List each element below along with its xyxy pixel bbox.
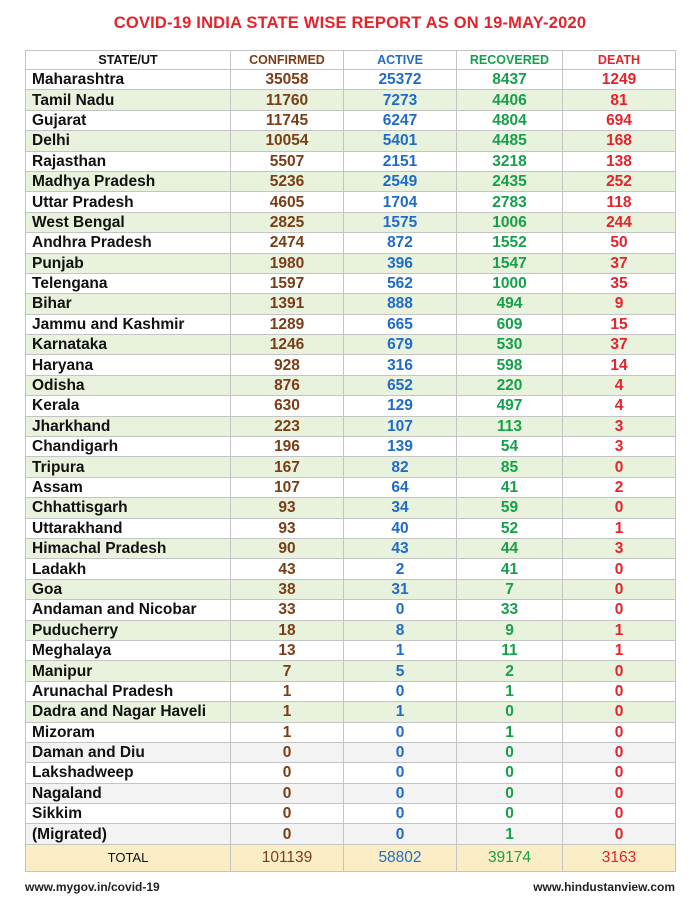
cell-confirmed: 630: [231, 396, 344, 416]
table-row: [26, 355, 676, 375]
cell-active: 1575: [344, 212, 457, 232]
cell-state: West Bengal: [26, 212, 231, 232]
table-row: [26, 498, 676, 518]
cell-death: 50: [563, 233, 676, 253]
cell-active: 129: [344, 396, 457, 416]
cell-death: 244: [563, 212, 676, 232]
cell-death: 168: [563, 131, 676, 151]
cell-death: 4: [563, 375, 676, 395]
cell-state: Jammu and Kashmir: [26, 314, 231, 334]
cell-death: 0: [563, 457, 676, 477]
table-row: [26, 151, 676, 171]
cell-recovered: 113: [457, 416, 563, 436]
cell-confirmed: 4605: [231, 192, 344, 212]
cell-death: 35: [563, 273, 676, 293]
cell-state: Arunachal Pradesh: [26, 681, 231, 701]
cell-active: 396: [344, 253, 457, 273]
cell-state: Andaman and Nicobar: [26, 600, 231, 620]
cell-confirmed: 43: [231, 559, 344, 579]
cell-state: Haryana: [26, 355, 231, 375]
cell-recovered: 7: [457, 579, 563, 599]
cell-recovered: 3218: [457, 151, 563, 171]
cell-recovered: 2: [457, 661, 563, 681]
table-row: [26, 661, 676, 681]
cell-state: Uttar Pradesh: [26, 192, 231, 212]
cell-state: Mizoram: [26, 722, 231, 742]
cell-death: 14: [563, 355, 676, 375]
cell-state: Chandigarh: [26, 437, 231, 457]
cell-recovered: 4406: [457, 90, 563, 110]
cell-confirmed: 7: [231, 661, 344, 681]
table-row: [26, 783, 676, 803]
cell-active: 5401: [344, 131, 457, 151]
cell-recovered: 41: [457, 477, 563, 497]
table-row: [26, 763, 676, 783]
cell-recovered: 2435: [457, 171, 563, 191]
cell-death: 0: [563, 498, 676, 518]
cell-state: Odisha: [26, 375, 231, 395]
cell-confirmed: 1246: [231, 335, 344, 355]
cell-active: 1704: [344, 192, 457, 212]
cell-active: 7273: [344, 90, 457, 110]
cell-recovered: 1: [457, 681, 563, 701]
cell-active: 0: [344, 783, 457, 803]
state-report-table: [25, 50, 676, 872]
cell-state: (Migrated): [26, 824, 231, 844]
cell-recovered: 609: [457, 314, 563, 334]
cell-state: Uttarakhand: [26, 518, 231, 538]
cell-recovered: 220: [457, 375, 563, 395]
cell-active: 1: [344, 640, 457, 660]
cell-active: 0: [344, 722, 457, 742]
cell-death: 0: [563, 763, 676, 783]
table-row: [26, 437, 676, 457]
cell-state: Chhattisgarh: [26, 498, 231, 518]
cell-state: Manipur: [26, 661, 231, 681]
cell-confirmed: 928: [231, 355, 344, 375]
cell-state: Delhi: [26, 131, 231, 151]
cell-active: 34: [344, 498, 457, 518]
cell-active: 2151: [344, 151, 457, 171]
table-row: [26, 804, 676, 824]
table-row: [26, 824, 676, 844]
cell-confirmed: 167: [231, 457, 344, 477]
cell-state: Telengana: [26, 273, 231, 293]
table-row: [26, 70, 676, 90]
cell-death: 1: [563, 620, 676, 640]
header-state: STATE/UT: [26, 51, 231, 70]
cell-active: 25372: [344, 70, 457, 90]
cell-confirmed: 0: [231, 742, 344, 762]
cell-confirmed: 90: [231, 538, 344, 558]
total-confirmed: 101139: [231, 844, 344, 871]
cell-active: 139: [344, 437, 457, 457]
table-row: [26, 171, 676, 191]
cell-confirmed: 0: [231, 824, 344, 844]
table-row: [26, 579, 676, 599]
cell-recovered: 9: [457, 620, 563, 640]
header-recovered: RECOVERED: [457, 51, 563, 70]
cell-active: 0: [344, 824, 457, 844]
table-row: [26, 314, 676, 334]
cell-confirmed: 1: [231, 702, 344, 722]
cell-state: Ladakh: [26, 559, 231, 579]
table-row: [26, 131, 676, 151]
cell-state: Lakshadweep: [26, 763, 231, 783]
cell-confirmed: 107: [231, 477, 344, 497]
cell-state: Andhra Pradesh: [26, 233, 231, 253]
cell-active: 64: [344, 477, 457, 497]
cell-confirmed: 1597: [231, 273, 344, 293]
table-row: [26, 273, 676, 293]
cell-recovered: 59: [457, 498, 563, 518]
cell-recovered: 41: [457, 559, 563, 579]
cell-death: 3: [563, 538, 676, 558]
table-row: [26, 620, 676, 640]
cell-death: 0: [563, 661, 676, 681]
cell-confirmed: 38: [231, 579, 344, 599]
cell-confirmed: 93: [231, 518, 344, 538]
cell-death: 1249: [563, 70, 676, 90]
cell-confirmed: 1289: [231, 314, 344, 334]
cell-confirmed: 11745: [231, 110, 344, 130]
header-active: ACTIVE: [344, 51, 457, 70]
cell-death: 37: [563, 253, 676, 273]
cell-active: 5: [344, 661, 457, 681]
footer-site-link[interactable]: www.hindustanview.com: [533, 880, 675, 894]
cell-state: Karnataka: [26, 335, 231, 355]
cell-confirmed: 1980: [231, 253, 344, 273]
table-row: [26, 110, 676, 130]
cell-recovered: 0: [457, 702, 563, 722]
cell-recovered: 0: [457, 742, 563, 762]
cell-recovered: 85: [457, 457, 563, 477]
cell-recovered: 497: [457, 396, 563, 416]
cell-active: 0: [344, 763, 457, 783]
cell-active: 1: [344, 702, 457, 722]
cell-death: 9: [563, 294, 676, 314]
cell-death: 1: [563, 518, 676, 538]
header-death: DEATH: [563, 51, 676, 70]
table-header-row: [26, 51, 676, 70]
table-row: [26, 600, 676, 620]
cell-active: 2: [344, 559, 457, 579]
cell-state: Dadra and Nagar Haveli: [26, 702, 231, 722]
table-row: [26, 742, 676, 762]
cell-active: 31: [344, 579, 457, 599]
cell-state: Meghalaya: [26, 640, 231, 660]
cell-confirmed: 10054: [231, 131, 344, 151]
cell-confirmed: 0: [231, 783, 344, 803]
cell-death: 15: [563, 314, 676, 334]
cell-death: 0: [563, 702, 676, 722]
cell-state: Jharkhand: [26, 416, 231, 436]
table-body: [26, 70, 676, 845]
cell-active: 8: [344, 620, 457, 640]
cell-active: 0: [344, 804, 457, 824]
table-row: [26, 90, 676, 110]
cell-state: Puducherry: [26, 620, 231, 640]
cell-death: 0: [563, 742, 676, 762]
cell-recovered: 0: [457, 763, 563, 783]
cell-confirmed: 0: [231, 763, 344, 783]
cell-death: 37: [563, 335, 676, 355]
cell-active: 0: [344, 681, 457, 701]
cell-recovered: 1: [457, 722, 563, 742]
cell-recovered: 2783: [457, 192, 563, 212]
cell-recovered: 598: [457, 355, 563, 375]
cell-state: Tripura: [26, 457, 231, 477]
cell-death: 1: [563, 640, 676, 660]
cell-active: 0: [344, 600, 457, 620]
table-row: [26, 702, 676, 722]
cell-state: Goa: [26, 579, 231, 599]
cell-death: 4: [563, 396, 676, 416]
cell-active: 872: [344, 233, 457, 253]
footer-source-link[interactable]: www.mygov.in/covid-19: [25, 880, 160, 894]
cell-confirmed: 13: [231, 640, 344, 660]
cell-recovered: 4485: [457, 131, 563, 151]
cell-death: 0: [563, 804, 676, 824]
total-label: TOTAL: [26, 844, 231, 871]
cell-recovered: 52: [457, 518, 563, 538]
table-row: [26, 396, 676, 416]
cell-confirmed: 1: [231, 681, 344, 701]
cell-death: 118: [563, 192, 676, 212]
cell-state: Rajasthan: [26, 151, 231, 171]
total-active: 58802: [344, 844, 457, 871]
table-row: [26, 192, 676, 212]
cell-recovered: 1547: [457, 253, 563, 273]
cell-active: 2549: [344, 171, 457, 191]
table-row: [26, 457, 676, 477]
cell-active: 679: [344, 335, 457, 355]
cell-death: 0: [563, 783, 676, 803]
table-row: [26, 518, 676, 538]
cell-state: Assam: [26, 477, 231, 497]
cell-active: 82: [344, 457, 457, 477]
cell-confirmed: 2825: [231, 212, 344, 232]
cell-state: Nagaland: [26, 783, 231, 803]
cell-active: 316: [344, 355, 457, 375]
cell-confirmed: 5507: [231, 151, 344, 171]
cell-death: 694: [563, 110, 676, 130]
cell-recovered: 494: [457, 294, 563, 314]
cell-state: Kerala: [26, 396, 231, 416]
cell-confirmed: 33: [231, 600, 344, 620]
table-row: [26, 212, 676, 232]
table-row: [26, 416, 676, 436]
cell-death: 0: [563, 824, 676, 844]
table-row: [26, 253, 676, 273]
cell-recovered: 530: [457, 335, 563, 355]
cell-state: Madhya Pradesh: [26, 171, 231, 191]
cell-recovered: 4804: [457, 110, 563, 130]
cell-recovered: 1: [457, 824, 563, 844]
cell-recovered: 11: [457, 640, 563, 660]
cell-state: Punjab: [26, 253, 231, 273]
cell-state: Himachal Pradesh: [26, 538, 231, 558]
cell-confirmed: 876: [231, 375, 344, 395]
table-row: [26, 375, 676, 395]
table-row: [26, 640, 676, 660]
cell-confirmed: 1391: [231, 294, 344, 314]
cell-recovered: 33: [457, 600, 563, 620]
cell-active: 43: [344, 538, 457, 558]
cell-state: Gujarat: [26, 110, 231, 130]
cell-confirmed: 5236: [231, 171, 344, 191]
table-row: [26, 233, 676, 253]
cell-recovered: 0: [457, 783, 563, 803]
cell-recovered: 54: [457, 437, 563, 457]
cell-state: Maharashtra: [26, 70, 231, 90]
table-row: [26, 477, 676, 497]
table-row: [26, 294, 676, 314]
cell-confirmed: 18: [231, 620, 344, 640]
cell-recovered: 1552: [457, 233, 563, 253]
table-row: [26, 722, 676, 742]
cell-recovered: 44: [457, 538, 563, 558]
cell-active: 652: [344, 375, 457, 395]
cell-state: Sikkim: [26, 804, 231, 824]
cell-active: 888: [344, 294, 457, 314]
cell-death: 0: [563, 579, 676, 599]
cell-confirmed: 93: [231, 498, 344, 518]
cell-active: 0: [344, 742, 457, 762]
cell-death: 81: [563, 90, 676, 110]
cell-active: 6247: [344, 110, 457, 130]
cell-death: 252: [563, 171, 676, 191]
cell-state: Tamil Nadu: [26, 90, 231, 110]
cell-confirmed: 196: [231, 437, 344, 457]
cell-recovered: 0: [457, 804, 563, 824]
page-title: COVID-19 INDIA STATE WISE REPORT AS ON 19-MAY-2020: [113, 14, 587, 32]
cell-confirmed: 2474: [231, 233, 344, 253]
total-death: 3163: [563, 844, 676, 871]
cell-death: 3: [563, 437, 676, 457]
table-row: [26, 681, 676, 701]
cell-active: 107: [344, 416, 457, 436]
table-row: [26, 538, 676, 558]
cell-death: 0: [563, 559, 676, 579]
cell-active: 40: [344, 518, 457, 538]
cell-confirmed: 35058: [231, 70, 344, 90]
cell-active: 562: [344, 273, 457, 293]
cell-death: 3: [563, 416, 676, 436]
cell-death: 0: [563, 722, 676, 742]
cell-state: Bihar: [26, 294, 231, 314]
cell-death: 138: [563, 151, 676, 171]
cell-confirmed: 0: [231, 804, 344, 824]
cell-confirmed: 1: [231, 722, 344, 742]
cell-death: 0: [563, 600, 676, 620]
cell-state: Daman and Diu: [26, 742, 231, 762]
table-row: [26, 559, 676, 579]
cell-confirmed: 223: [231, 416, 344, 436]
total-row: [26, 844, 676, 871]
cell-confirmed: 11760: [231, 90, 344, 110]
total-recovered: 39174: [457, 844, 563, 871]
cell-death: 2: [563, 477, 676, 497]
cell-recovered: 1006: [457, 212, 563, 232]
header-confirmed: CONFIRMED: [231, 51, 344, 70]
cell-active: 665: [344, 314, 457, 334]
cell-recovered: 8437: [457, 70, 563, 90]
table-row: [26, 335, 676, 355]
cell-death: 0: [563, 681, 676, 701]
cell-recovered: 1000: [457, 273, 563, 293]
